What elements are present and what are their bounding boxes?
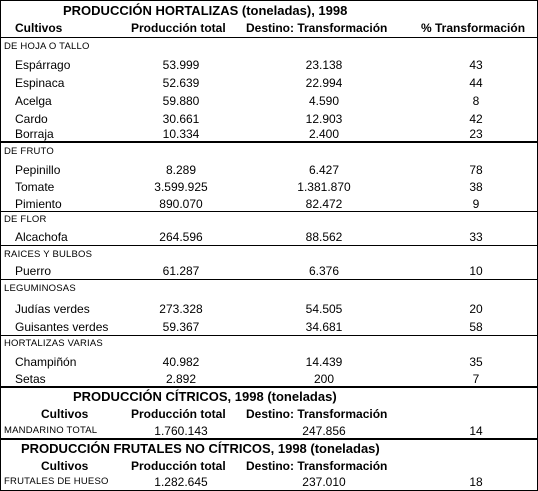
crop-name: Tomate: [15, 180, 55, 194]
porcentaje-transformacion: 14: [469, 424, 483, 438]
crop-name: FRUTALES DE HUESO: [4, 476, 109, 487]
col-header-destino-transformacion: Destino: Transformación: [246, 21, 388, 35]
crop-name: Champiñón: [15, 355, 77, 369]
col-header-destino-transformacion: Destino: Transformación: [246, 407, 388, 421]
porcentaje-transformacion: 20: [469, 302, 483, 316]
destino-transformacion: 12.903: [305, 112, 343, 126]
destino-transformacion: 1.381.870: [297, 180, 351, 194]
produccion-total: 52.639: [162, 76, 200, 90]
table-row: [1, 473, 537, 491]
produccion-total: 1.282.645: [154, 475, 208, 489]
table-row: [1, 178, 537, 196]
porcentaje-transformacion: 43: [469, 58, 483, 72]
table-row: [1, 353, 537, 371]
destino-transformacion: 82.472: [305, 197, 343, 211]
col-header-produccion-total: Producción total: [131, 407, 226, 421]
destino-transformacion: 22.994: [305, 76, 343, 90]
produccion-total: 3.599.925: [154, 180, 208, 194]
col-header-cultivos: Cultivos: [41, 459, 89, 473]
table-row: [1, 161, 537, 179]
table-row: [1, 92, 537, 110]
citricos-title-row: [1, 388, 537, 406]
crop-name: Puerro: [15, 264, 52, 278]
porcentaje-transformacion: 58: [469, 320, 483, 334]
destino-transformacion: 6.376: [308, 264, 340, 278]
produccion-total: 890.070: [159, 197, 203, 211]
frutales-title-row: [1, 440, 537, 458]
group-header-row: [1, 280, 537, 298]
group-name: DE FRUTO: [4, 146, 54, 157]
crop-name: Judías verdes: [15, 302, 90, 316]
table-row: [1, 228, 537, 246]
destino-transformacion: 34.681: [305, 320, 343, 334]
group-name: HORTALIZAS VARIAS: [4, 338, 103, 349]
group-name: LEGUMINOSAS: [4, 283, 76, 294]
crop-name: Cardo: [15, 112, 48, 126]
col-header-porcentaje-transformacion: % Transformación: [421, 21, 526, 35]
crop-name: Setas: [15, 372, 46, 386]
hortalizas-title: PRODUCCIÓN HORTALIZAS (toneladas), 1998: [63, 3, 348, 18]
porcentaje-transformacion: 18: [469, 475, 483, 489]
crop-name: Acelga: [15, 94, 52, 108]
crop-name: Pimiento: [15, 197, 62, 211]
crop-name: Espárrago: [15, 58, 71, 72]
porcentaje-transformacion: 44: [469, 76, 483, 90]
crop-name: MANDARINO TOTAL: [4, 425, 98, 436]
porcentaje-transformacion: 33: [469, 230, 483, 244]
porcentaje-transformacion: 9: [472, 197, 480, 211]
crop-name: Espinaca: [15, 76, 65, 90]
produccion-total: 273.328: [159, 302, 203, 316]
destino-transformacion: 237.010: [302, 475, 346, 489]
produccion-total: 1.760.143: [154, 424, 208, 438]
produccion-total: 53.999: [162, 58, 200, 72]
citricos-title: PRODUCCIÓN CÍTRICOS, 1998 (toneladas): [73, 389, 337, 404]
col-header-cultivos: Cultivos: [15, 21, 63, 35]
table-row: [1, 318, 537, 336]
group-name: DE HOJA O TALLO: [4, 41, 90, 52]
porcentaje-transformacion: 42: [469, 112, 483, 126]
col-header-destino-transformacion: Destino: Transformación: [246, 459, 388, 473]
porcentaje-transformacion: 38: [469, 180, 483, 194]
destino-transformacion: 200: [313, 372, 335, 386]
produccion-total: 264.596: [159, 230, 203, 244]
col-header-cultivos: Cultivos: [41, 407, 89, 421]
hortalizas-title-row: [1, 2, 537, 20]
porcentaje-transformacion: 7: [472, 372, 480, 386]
crop-name: Pepinillo: [15, 163, 61, 177]
frutales-title: PRODUCCIÓN FRUTALES NO CÍTRICOS, 1998 (toneladas): [21, 441, 380, 456]
destino-transformacion: 14.439: [305, 355, 343, 369]
citricos-header-row: [1, 405, 537, 423]
table-row: [1, 262, 537, 280]
col-header-produccion-total: Producción total: [131, 459, 226, 473]
table-row: [1, 74, 537, 92]
produccion-total: 10.334: [162, 127, 200, 141]
destino-transformacion: 4.590: [308, 94, 340, 108]
table-row: [1, 300, 537, 318]
produccion-total: 59.880: [162, 94, 200, 108]
porcentaje-transformacion: 10: [469, 264, 483, 278]
group-header-row: [1, 335, 537, 353]
crop-name: Alcachofa: [15, 230, 68, 244]
produccion-total: 2.892: [165, 372, 197, 386]
crop-name: Guisantes verdes: [15, 320, 109, 334]
destino-transformacion: 54.505: [305, 302, 343, 316]
destino-transformacion: 23.138: [305, 58, 343, 72]
produccion-total: 30.661: [162, 112, 200, 126]
destino-transformacion: 2.400: [308, 127, 340, 141]
destino-transformacion: 6.427: [308, 163, 340, 177]
group-header-row: [1, 38, 537, 56]
porcentaje-transformacion: 78: [469, 163, 483, 177]
produccion-total: 8.289: [165, 163, 197, 177]
produccion-total: 61.287: [162, 264, 200, 278]
hortalizas-header-row: [1, 19, 537, 37]
group-header-row: [1, 211, 537, 229]
destino-transformacion: 88.562: [305, 230, 343, 244]
porcentaje-transformacion: 35: [469, 355, 483, 369]
destino-transformacion: 247.856: [302, 424, 346, 438]
group-name: RAICES Y BULBOS: [4, 249, 93, 260]
col-header-produccion-total: Producción total: [131, 21, 226, 35]
produccion-total: 59.367: [162, 320, 200, 334]
group-header-row: [1, 143, 537, 161]
group-name: DE FLOR: [4, 214, 47, 225]
crop-name: Borraja: [15, 127, 54, 141]
produccion-total: 40.982: [162, 355, 200, 369]
porcentaje-transformacion: 23: [469, 127, 483, 141]
table-row: [1, 56, 537, 74]
porcentaje-transformacion: 8: [472, 94, 480, 108]
